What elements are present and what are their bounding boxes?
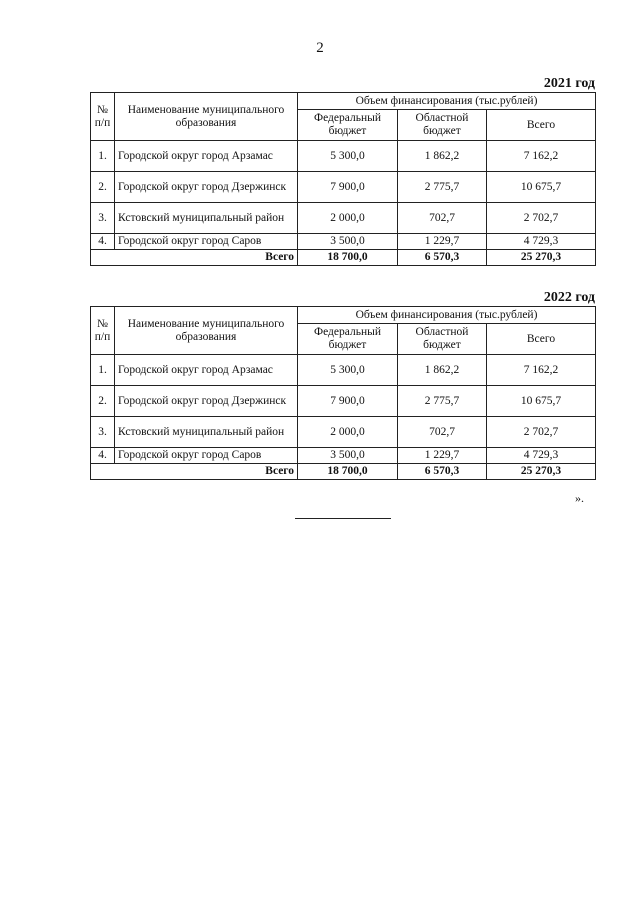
row-num: 3.	[91, 417, 115, 448]
row-num: 1.	[91, 355, 115, 386]
row-num: 4.	[91, 448, 115, 464]
row-federal: 5 300,0	[298, 141, 398, 172]
end-divider	[295, 518, 391, 519]
total-row	[91, 250, 596, 266]
row-name: Городской округ город Дзержинск	[115, 172, 298, 203]
row-regional: 2 775,7	[398, 386, 487, 417]
header-regional: Областной бюджет	[398, 324, 487, 355]
row-federal: 7 900,0	[298, 172, 398, 203]
row-name: Городской округ город Арзамас	[115, 355, 298, 386]
table-row	[91, 386, 596, 417]
closing-quote: ».	[575, 491, 584, 505]
year-heading-2021: 2021 год	[543, 76, 595, 91]
row-regional: 702,7	[398, 417, 487, 448]
funding-table-2022	[90, 306, 596, 480]
header-name: Наименование муниципального образования	[115, 93, 298, 141]
row-total: 4 729,3	[487, 448, 596, 464]
total-federal: 18 700,0	[298, 464, 398, 480]
header-federal: Федеральный бюджет	[298, 110, 398, 141]
row-federal: 5 300,0	[298, 355, 398, 386]
header-name: Наименование муниципального образования	[115, 307, 298, 355]
table-row	[91, 203, 596, 234]
total-row	[91, 464, 596, 480]
row-regional: 1 862,2	[398, 141, 487, 172]
total-regional: 6 570,3	[398, 464, 487, 480]
row-total: 2 702,7	[487, 417, 596, 448]
row-federal: 2 000,0	[298, 417, 398, 448]
total-label: Всего	[91, 464, 298, 480]
row-name: Городской округ город Саров	[115, 448, 298, 464]
row-regional: 1 862,2	[398, 355, 487, 386]
table-row	[91, 355, 596, 386]
total-total: 25 270,3	[487, 464, 596, 480]
row-name: Городской округ город Дзержинск	[115, 386, 298, 417]
header-num: № п/п	[91, 307, 115, 355]
row-federal: 2 000,0	[298, 203, 398, 234]
row-regional: 2 775,7	[398, 172, 487, 203]
total-regional: 6 570,3	[398, 250, 487, 266]
total-label: Всего	[91, 250, 298, 266]
row-num: 2.	[91, 386, 115, 417]
total-total: 25 270,3	[487, 250, 596, 266]
row-regional: 1 229,7	[398, 234, 487, 250]
header-total: Всего	[487, 324, 596, 355]
row-regional: 702,7	[398, 203, 487, 234]
row-num: 4.	[91, 234, 115, 250]
row-federal: 3 500,0	[298, 448, 398, 464]
row-total: 10 675,7	[487, 172, 596, 203]
table-row	[91, 141, 596, 172]
table-row	[91, 172, 596, 203]
row-federal: 3 500,0	[298, 234, 398, 250]
page-number: 2	[316, 40, 324, 56]
row-name: Городской округ город Арзамас	[115, 141, 298, 172]
row-num: 3.	[91, 203, 115, 234]
row-regional: 1 229,7	[398, 448, 487, 464]
table-row	[91, 234, 596, 250]
header-federal: Федеральный бюджет	[298, 324, 398, 355]
row-name: Кстовский муниципальный район	[115, 203, 298, 234]
header-regional: Областной бюджет	[398, 110, 487, 141]
row-total: 4 729,3	[487, 234, 596, 250]
row-total: 7 162,2	[487, 141, 596, 172]
table-row	[91, 448, 596, 464]
row-name: Кстовский муниципальный район	[115, 417, 298, 448]
table-row	[91, 417, 596, 448]
row-total: 10 675,7	[487, 386, 596, 417]
header-total: Всего	[487, 110, 596, 141]
header-funding: Объем финансирования (тыс.рублей)	[298, 93, 596, 110]
row-num: 1.	[91, 141, 115, 172]
row-num: 2.	[91, 172, 115, 203]
year-heading-2022: 2022 год	[543, 290, 595, 305]
row-total: 2 702,7	[487, 203, 596, 234]
row-total: 7 162,2	[487, 355, 596, 386]
total-federal: 18 700,0	[298, 250, 398, 266]
header-funding: Объем финансирования (тыс.рублей)	[298, 307, 596, 324]
funding-table-2021	[90, 92, 596, 266]
row-federal: 7 900,0	[298, 386, 398, 417]
header-num: № п/п	[91, 93, 115, 141]
row-name: Городской округ город Саров	[115, 234, 298, 250]
